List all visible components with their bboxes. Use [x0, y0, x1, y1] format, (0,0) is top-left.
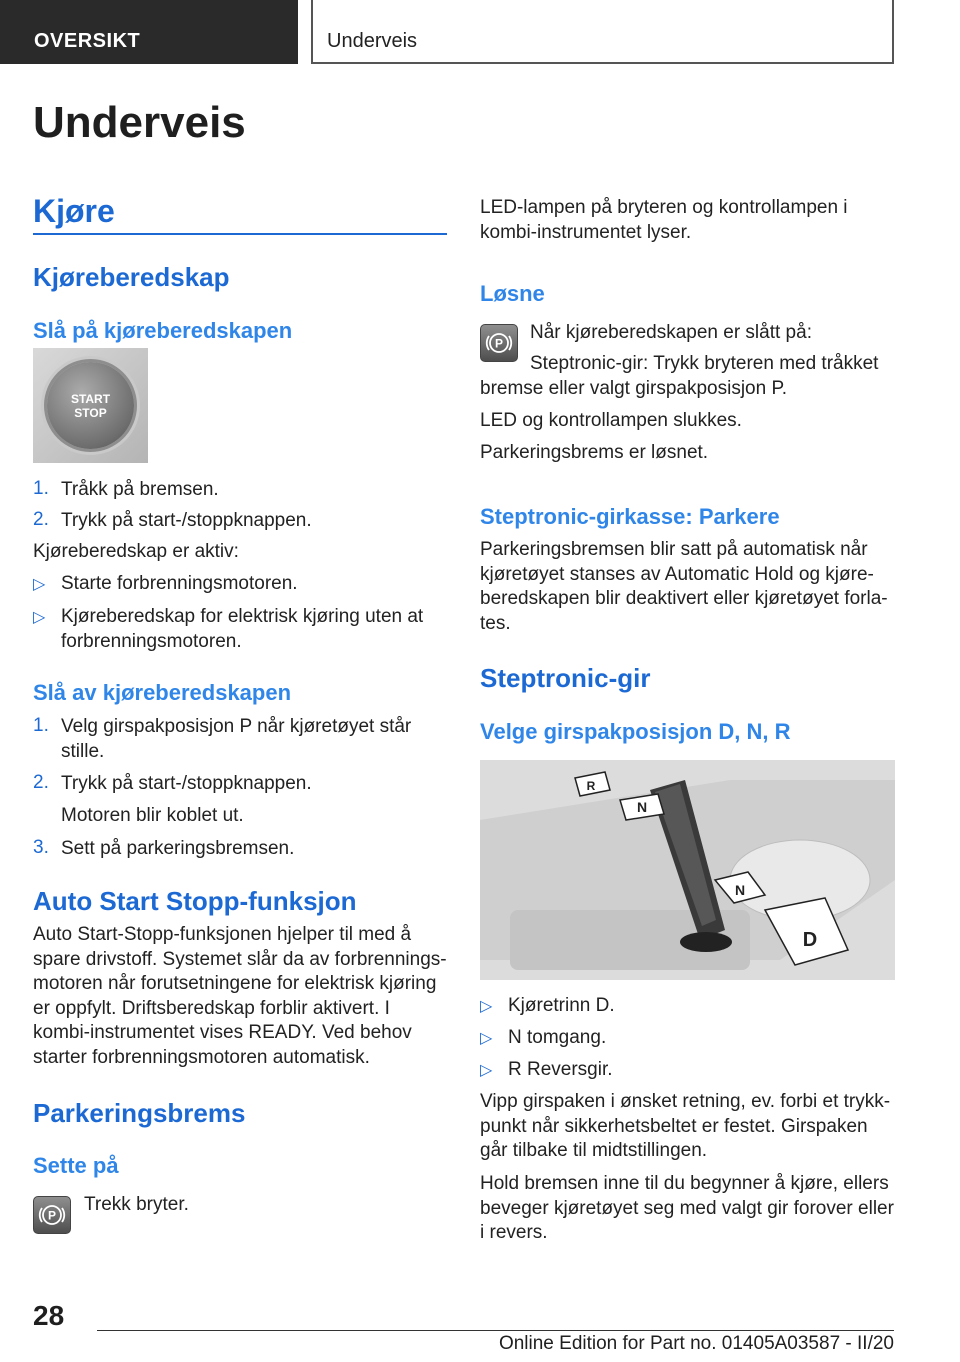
heading-losne: Løsne	[480, 281, 545, 306]
gear-bullet-list	[480, 994, 896, 1084]
text-line: motoren når forutsetningene for elektrisk kjøring	[33, 973, 437, 994]
text-line: går tilbake til midtstillingen.	[480, 1140, 708, 1161]
bullet-text: Kjøreberedskap for elektrisk kjøring uten at	[61, 606, 424, 627]
text-line: starter forbrenningsmotoren automatisk.	[33, 1046, 370, 1068]
step-number: 3.	[33, 837, 49, 858]
footer-divider	[97, 1330, 894, 1331]
losne-line: Når kjøreberedskapen er slått på:	[530, 322, 812, 343]
step-text: Motoren blir koblet ut.	[61, 805, 244, 826]
parking-brake-switch-icon	[33, 1196, 71, 1234]
heading-sla-pa: Slå på kjøreberedskapen	[33, 318, 293, 343]
gear-label-n-upper: N	[636, 799, 648, 815]
step-number: 1.	[33, 478, 49, 499]
parkere-paragraph	[480, 538, 900, 636]
text-line: punkt når sikkerhetsbeltet er festet. Girspaken	[480, 1115, 868, 1137]
svg-text:P: P	[47, 1208, 57, 1223]
step-text: Trykk på start-/stoppknappen.	[61, 773, 312, 794]
page-title: Underveis	[33, 98, 246, 147]
intro-paragraph	[480, 196, 896, 245]
hold-paragraph	[480, 1172, 900, 1246]
edition-text: Online Edition for Part no. 01405A03587 - II/20	[498, 1333, 894, 1354]
step-text: stille.	[61, 741, 105, 762]
page-header	[0, 0, 960, 66]
step-number: 2.	[33, 772, 49, 793]
triangle-bullet-icon: ▷	[480, 998, 493, 1015]
step-number: 1.	[33, 715, 49, 736]
heading-steptronic-parkere: Steptronic-girkasse: Parkere	[480, 504, 780, 529]
step-number: 2.	[33, 509, 49, 530]
parking-brake-switch-icon	[480, 324, 518, 362]
text-line: kjøretøyet stanses av Automatic Hold og kjøre-	[480, 563, 874, 585]
text-line: Hold bremsen inne til du begynner å kjøre, ellers	[480, 1173, 889, 1194]
bullet-text: N tomgang.	[508, 1027, 607, 1048]
auto-paragraph	[33, 923, 453, 1070]
text-line: Auto Start-Stopp-funksjonen hjelper til med å	[33, 924, 412, 945]
heading-parkeringsbrems: Parkeringsbrems	[33, 1098, 246, 1128]
bullet-text: R Reversgir.	[508, 1059, 613, 1080]
triangle-bullet-icon: ▷	[33, 576, 46, 593]
text-line: spare drivstoff. Systemet slår da av forbrennings-	[33, 948, 447, 970]
text-line: beveger kjøretøyet seg med valgt gir forover eller	[480, 1197, 894, 1219]
start-stop-button-image	[33, 348, 148, 463]
heading-auto-start-stopp: Auto Start Stopp-funksjon	[33, 886, 357, 916]
heading-kjoreberedskap: Kjøreberedskap	[33, 262, 230, 292]
text-line: er oppfylt. Driftsberedskap forblir aktivert. I	[33, 997, 390, 1019]
heading-sla-av: Slå av kjøreberedskapen	[33, 680, 292, 705]
triangle-bullet-icon: ▷	[480, 1062, 493, 1079]
text-line: tes.	[480, 612, 511, 634]
gear-label-d: D	[802, 929, 818, 951]
page-number: 28	[33, 1300, 65, 1331]
gear-selector-image	[480, 760, 895, 980]
section-tab-oversikt[interactable]: OVERSIKT	[0, 0, 298, 64]
bullet-text: Kjøretrinn D.	[508, 995, 615, 1016]
triangle-bullet-icon: ▷	[480, 1030, 493, 1047]
start-label: START	[70, 391, 111, 406]
triangle-bullet-icon: ▷	[33, 609, 46, 626]
losne-led-text: LED og kontrollampen slukkes.	[480, 410, 742, 431]
step-text: Velg girspakposisjon P når kjøretøyet står	[61, 716, 412, 737]
sette-pa-text: Trekk bryter.	[84, 1194, 189, 1215]
heading-kjore: Kjøre	[33, 193, 115, 229]
text-line: kombi-instrumentet lyser.	[480, 221, 692, 243]
active-label: Kjøreberedskap er aktiv:	[33, 541, 239, 562]
heading-rule	[33, 233, 447, 235]
chapter-tab-underveis[interactable]: Underveis	[311, 0, 894, 64]
heading-velge-girspak: Velge girspakposisjon D, N, R	[480, 719, 791, 744]
bullet-text: forbrenningsmotoren.	[61, 631, 242, 652]
heading-steptronic-gir: Steptronic-gir	[480, 663, 651, 693]
heading-sette-pa: Sette på	[33, 1153, 119, 1178]
text-line: i revers.	[480, 1222, 548, 1243]
gear-label-n-lower: N	[734, 882, 746, 898]
start-stop-button-icon	[47, 362, 134, 449]
bullet-text: Starte forbrenningsmotoren.	[61, 573, 298, 594]
gear-label-r: R	[586, 779, 596, 793]
step-text: Sett på parkeringsbremsen.	[61, 838, 295, 859]
losne-line: Steptronic-gir: Trykk bryteren med tråkket	[530, 353, 879, 374]
active-bullet-list	[33, 572, 447, 662]
steps-on-list	[33, 478, 447, 531]
text-line: kombi-instrumentet vises READY. Ved behov	[33, 1022, 412, 1043]
step-text: Trykk på start-/stoppknappen.	[61, 510, 312, 531]
text-line: Parkeringsbremsen blir satt på automatisk når	[480, 539, 868, 560]
text-line: beredskapen blir deaktivert eller kjøretøyet forla-	[480, 588, 888, 609]
losne-status-text: Parkeringsbrems er løsnet.	[480, 442, 709, 463]
vipp-paragraph	[480, 1090, 900, 1164]
step-text: Tråkk på bremsen.	[61, 479, 219, 500]
stop-label: STOP	[74, 405, 107, 420]
losne-line: bremse eller valgt girspakposisjon P.	[480, 378, 787, 399]
steps-off-list	[33, 715, 447, 865]
text-line: Vipp girspaken i ønsket retning, ev. forbi et trykk-	[480, 1091, 891, 1112]
text-line: LED-lampen på bryteren og kontrollampen i	[480, 197, 848, 218]
svg-text:P: P	[494, 336, 504, 351]
